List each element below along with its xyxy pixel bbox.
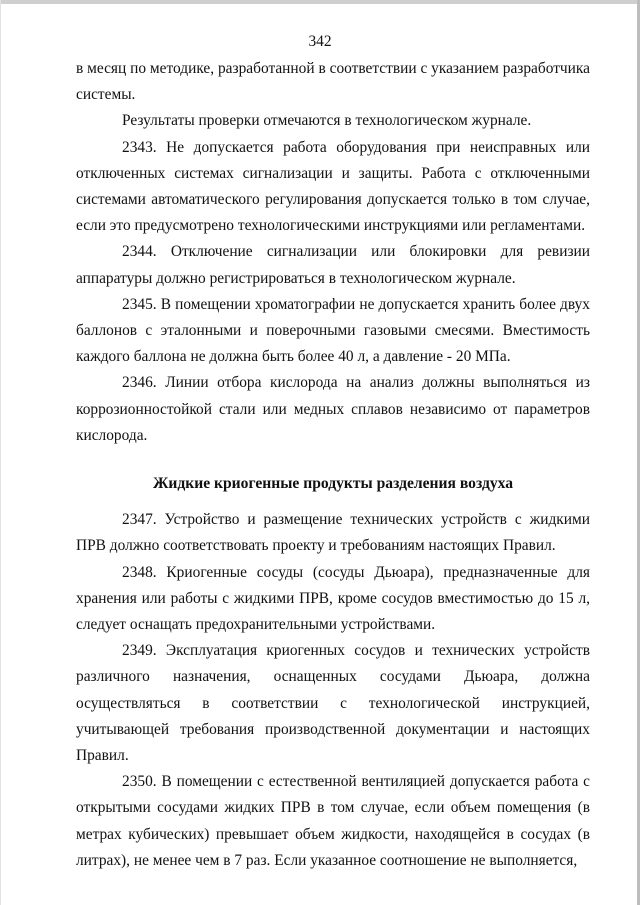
section-heading: Жидкие криогенные продукты разделения воздуха xyxy=(152,475,514,493)
paragraph-2350: 2350. В помещении с естественной вентиляцией допускается работа с открытыми сосудами жидких ПРВ в том случае, если объем помещения (в метрах кубических) превышает объем жидкости, находящейся в сосудах (в литрах), не менее чем в 7 раз. Если указанное соотношение не выполняется, xyxy=(76,773,590,869)
paragraph-2348: 2348. Криогенные сосуды (сосуды Дьюара), предназначенные для хранения или работы с жидкими ПРВ, кроме сосудов вместимостью до 15 л, следует оснащать предохранительными устройствами. xyxy=(76,563,590,634)
scan-top-edge xyxy=(0,0,640,4)
scan-left-edge xyxy=(0,0,1,905)
paragraph-2344: 2344. Отключение сигнализации или блокировки для ревизии аппаратуры должно регистрироваться в технологическом журнале. xyxy=(76,243,590,287)
paragraph-2343: 2343. Не допускается работа оборудования при неисправных или отключенных системах сигнализации и защиты. Работа с отключенными системами автоматического регулирования допускается только в том случае, если это предусмотрено технологическими инструкциями или регламентами. xyxy=(76,138,590,235)
paragraph-continuation: в месяц по методике, разработанной в соответствии с указанием разработчика системы. xyxy=(76,60,590,104)
paragraph-2346: 2346. Линии отбора кислорода на анализ должны выполняться из коррозионностойкой стали или медных сплавов независимо от параметров кислорода. xyxy=(76,374,590,444)
page-number: 342 xyxy=(308,33,332,50)
paragraph-results: Результаты проверки отмечаются в технологическом журнале. xyxy=(122,112,532,130)
document-body xyxy=(76,56,590,874)
paragraph-2349: 2349. Эксплуатация криогенных сосудов и технических устройств различного назначения, оснащенных сосудами Дьюара, должна осуществляться в соответствии с технологической инструкцией, учитывающей требования производственной документации и настоящих Правил. xyxy=(76,642,590,765)
paragraph-2347: 2347. Устройство и размещение технических устройств с жидкими ПРВ должно соответствовать проекту и требованиям настоящих Правил. xyxy=(76,511,590,555)
paragraph-2345: 2345. В помещении хроматографии не допускается хранить более двух баллонов с эталонными и поверочными газовыми смесями. Вместимость каждого баллона не должна быть более 40 л, а давление - 20 МПа. xyxy=(76,295,590,366)
